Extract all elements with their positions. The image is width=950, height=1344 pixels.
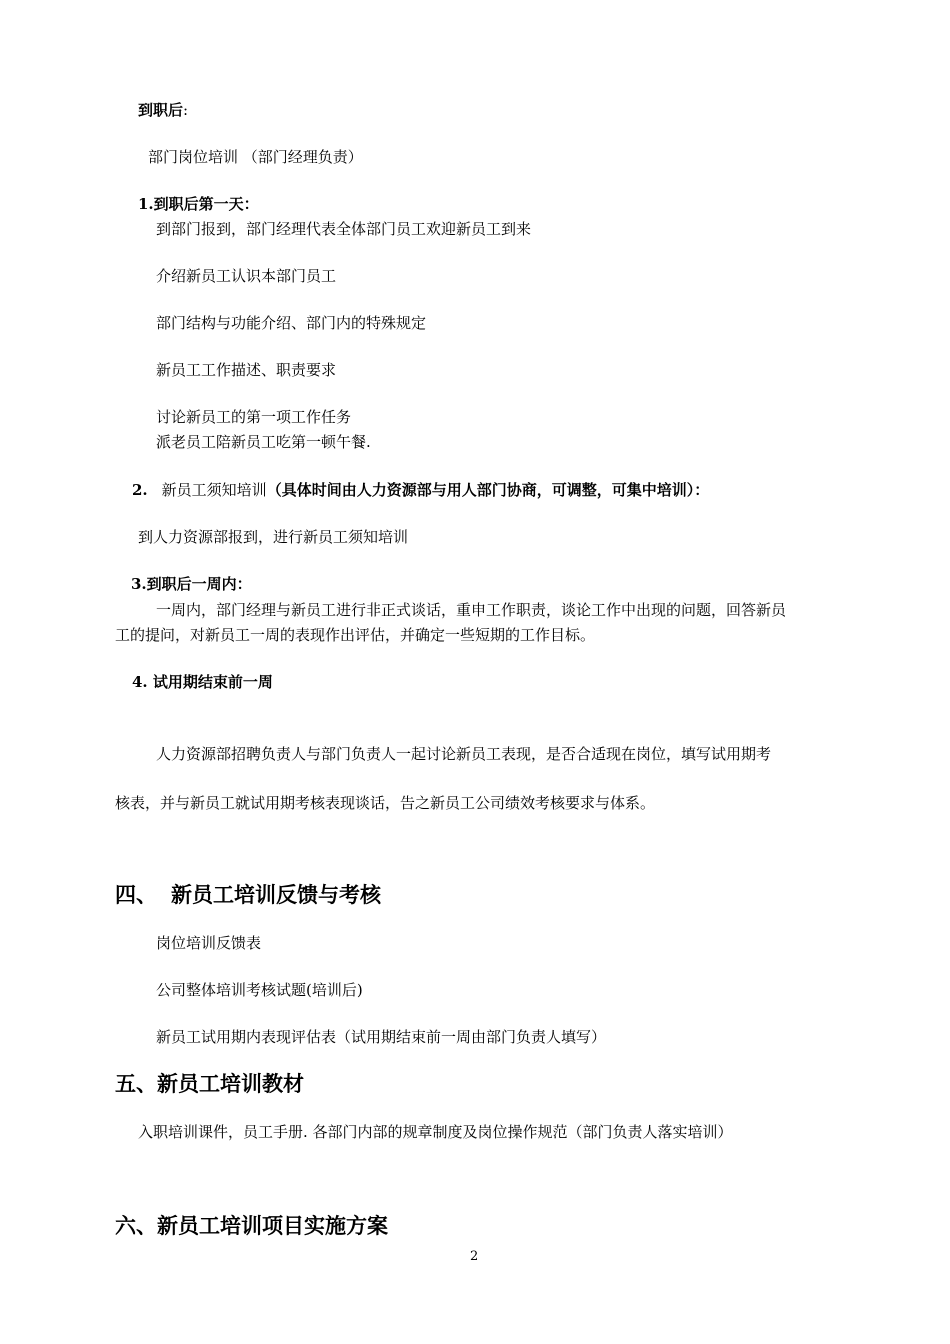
probation-line: 人力资源部招聘负责人与部门负责人一起讨论新员工表现，是否合适现在岗位，填写试用期考	[156, 745, 772, 763]
dept-training-line: 部门岗位培训 （部门经理负责）	[148, 148, 363, 166]
orientation-text: 到人力资源部报到，进行新员工须知培训	[138, 528, 409, 546]
probation-line: 核表，并与新员工就试用期考核表现谈话，告之新员工公司绩效考核要求与体系。	[115, 794, 656, 812]
first-week-line: 工的提问，对新员工一周的表现作出评估，并确定一些短期的工作目标。	[115, 626, 596, 644]
first-week-heading: 3.到职后一周内：	[131, 575, 252, 593]
day-one-item: 部门结构与功能介绍、部门内的特殊规定	[156, 314, 427, 332]
orientation-note: （具体时间由人力资源部与用人部门协商，可调整，可集中培训）：	[266, 481, 710, 499]
section-4-item: 岗位培训反馈表	[156, 934, 262, 952]
day-one-heading: 1.到职后第一天：	[138, 195, 259, 213]
section-5-text: 入职培训课件，员工手册. 各部门内部的规章制度及岗位操作规范（部门负责人落实培训）	[138, 1123, 733, 1141]
day-one-item: 到部门报到，部门经理代表全体部门员工欢迎新员工到来	[156, 220, 532, 238]
after-joining-heading	[138, 100, 188, 120]
orientation-heading	[132, 480, 709, 500]
section-4-title: 新员工培训反馈与考核	[171, 882, 381, 907]
after-joining-colon: :	[183, 101, 189, 119]
orientation-number: 2.	[132, 481, 148, 499]
day-one-item: 派老员工陪新员工吃第一顿午餐.	[156, 433, 371, 451]
section-4-item: 新员工试用期内表现评估表（试用期结束前一周由部门负责人填写）	[156, 1028, 607, 1046]
after-joining-label: 到职后	[138, 101, 184, 119]
page-number: 2	[470, 1249, 479, 1264]
day-one-item: 介绍新员工认识本部门员工	[156, 267, 337, 285]
section-5-heading: 五、新员工培训教材	[115, 1071, 304, 1096]
section-4-item: 公司整体培训考核试题(培训后)	[156, 981, 363, 999]
orientation-title: 新员工须知培训	[161, 481, 267, 499]
section-4-heading	[115, 881, 381, 909]
probation-heading: 4. 试用期结束前一周	[132, 673, 273, 691]
day-one-item: 新员工工作描述、职责要求	[156, 361, 337, 379]
section-4-number: 四、	[115, 882, 157, 907]
first-week-line: 一周内，部门经理与新员工进行非正式谈话，重申工作职责，谈论工作中出现的问题，回答新员	[156, 601, 787, 619]
section-6-heading: 六、新员工培训项目实施方案	[115, 1213, 388, 1238]
day-one-item: 讨论新员工的第一项工作任务	[156, 408, 352, 426]
